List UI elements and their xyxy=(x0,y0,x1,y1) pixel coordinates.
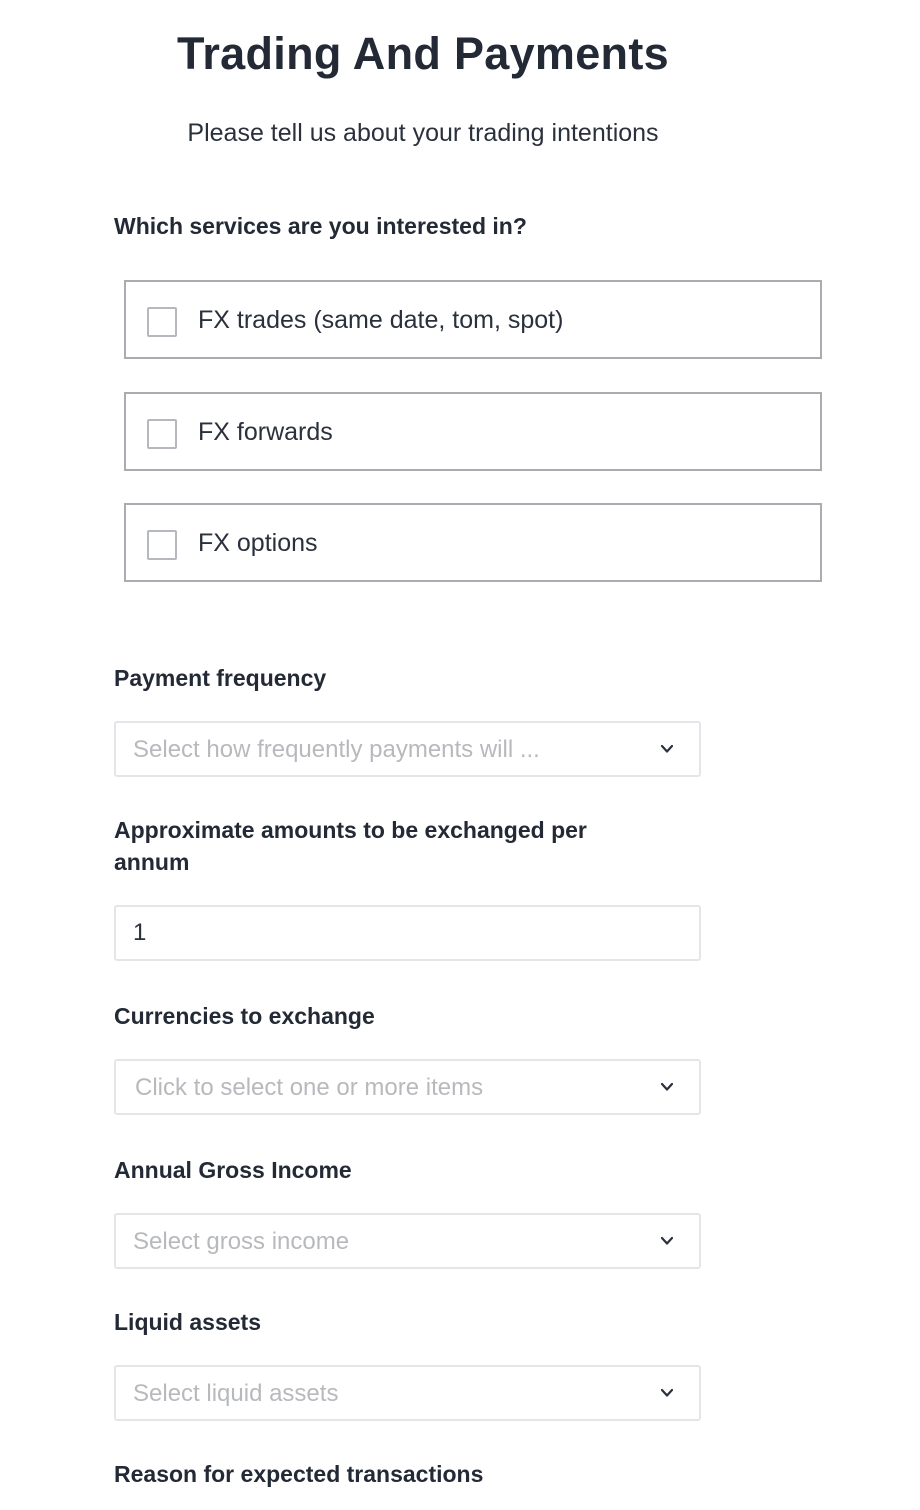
currencies-label: Currencies to exchange xyxy=(114,1003,375,1029)
service-option-label: FX forwards xyxy=(198,418,333,446)
services-label: Which services are you interested in? xyxy=(114,213,527,239)
approximate-amounts-label-line1: Approximate amounts to be exchanged per xyxy=(114,817,587,843)
service-option-label: FX options xyxy=(198,529,318,557)
service-option-label: FX trades (same date, tom, spot) xyxy=(198,306,564,334)
liquid-assets-label: Liquid assets xyxy=(114,1309,261,1335)
payment-frequency-label: Payment frequency xyxy=(114,665,327,691)
chevron-down-icon xyxy=(659,741,675,757)
liquid-assets-placeholder: Select liquid assets xyxy=(133,1380,339,1407)
approximate-amounts-input[interactable] xyxy=(116,907,699,959)
approximate-amounts-label-line2: annum xyxy=(114,849,190,875)
service-option-fx-options[interactable] xyxy=(124,503,822,582)
chevron-down-icon xyxy=(659,1233,675,1249)
payment-frequency-select[interactable] xyxy=(114,721,701,777)
page-title: Trading And Payments xyxy=(177,28,669,79)
page-subtitle: Please tell us about your trading intentions xyxy=(187,119,659,147)
annual-gross-income-label: Annual Gross Income xyxy=(114,1157,352,1183)
approximate-amounts-label xyxy=(114,814,587,878)
checkbox-icon[interactable] xyxy=(147,419,177,449)
service-option-fx-forwards[interactable] xyxy=(124,392,822,471)
liquid-assets-select[interactable] xyxy=(114,1365,701,1421)
payment-frequency-placeholder: Select how frequently payments will ... xyxy=(133,736,540,763)
approximate-amounts-field[interactable] xyxy=(114,905,701,961)
annual-gross-income-select[interactable] xyxy=(114,1213,701,1269)
reason-label: Reason for expected transactions xyxy=(114,1461,484,1487)
checkbox-icon[interactable] xyxy=(147,307,177,337)
currencies-placeholder: Click to select one or more items xyxy=(135,1074,484,1101)
service-option-fx-trades[interactable] xyxy=(124,280,822,359)
checkbox-icon[interactable] xyxy=(147,530,177,560)
annual-gross-income-placeholder: Select gross income xyxy=(133,1228,350,1255)
currencies-select[interactable] xyxy=(114,1059,701,1115)
chevron-down-icon xyxy=(659,1079,675,1095)
chevron-down-icon xyxy=(659,1385,675,1401)
